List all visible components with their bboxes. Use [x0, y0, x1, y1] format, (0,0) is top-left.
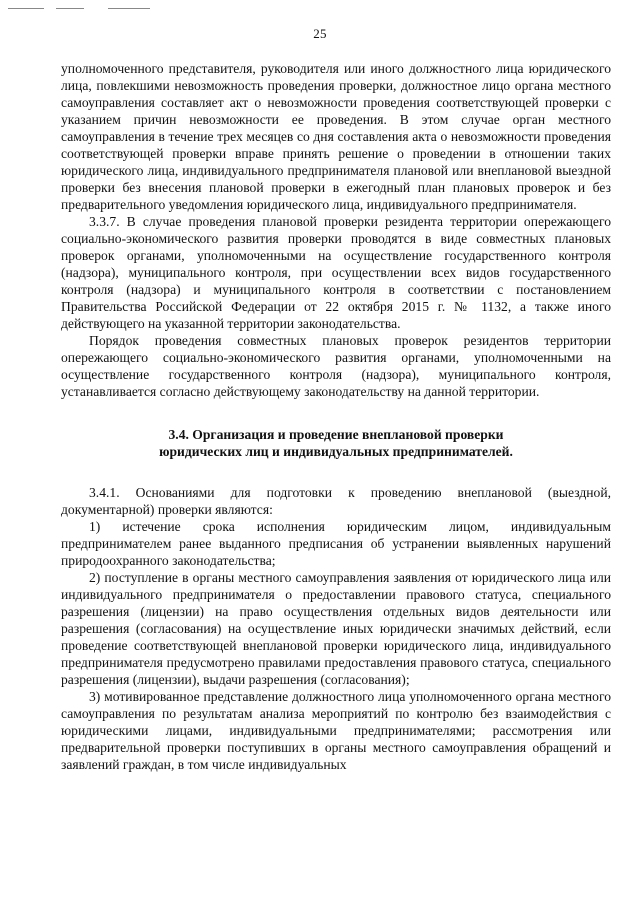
paragraph-joint-inspections-procedure: Порядок проведения совместных плановых проверок резидентов территории опережающего социально-экономического развития органами, уполномоченными на осуществление государственного контроля (надзора), муниципального контроля, устанавливается согласно действующему законодательству на данной территории. [61, 333, 611, 399]
paragraph-continuation: уполномоченного представителя, руководителя или иного должностного лица юридического лица, повлекшими невозможность проведения проверки, должностное лицо органа местного самоуправления составляет акт о невозможности проведения соответствующей проверки с указанием причин невозможности ее проведения. В этом случае орган местного самоуправления в течение трех месяцев со дня составления акта о невозможности проведения соответствующей проверки вправе принять решение о проведении в отношении таких юридического лица, индивидуального предпринимателя плановой или внеплановой выездной проверки без внесения плановой проверки в ежегодный план плановых проверок и без предварительного уведомления юридического лица, индивидуального предпринимателя. [61, 61, 611, 212]
page-number: 25 [313, 26, 327, 41]
paragraph-3-3-7: 3.3.7. В случае проведения плановой проверки резидента территории опережающего социально-экономического развития проверки проводятся в виде совместных плановых проверок органами, уполномоченными на осуществление государственного контроля (надзора), муниципального контроля, при осуществлении всех видов государственного контроля (надзора) и муниципального контроля в соответствии с постановлением Правительства Российской Федерации от 22 октября 2015 г. № 1132, а также иного действующего на указанной территории законодательства. [61, 214, 611, 331]
paragraph-3-4-1: 3.4.1. Основаниями для подготовки к проведению внеплановой (выездной, документарной) проверки являются: [61, 485, 611, 517]
list-item-1: 1) истечение срока исполнения юридическим лицом, индивидуальным предпринимателем ранее выданного предписания об устранении выявленных нарушений природоохранного законодательства; [61, 519, 611, 568]
document-body [61, 60, 611, 773]
list-item-3: 3) мотивированное представление должностного лица уполномоченного органа местного самоуправления по результатам анализа мероприятий по контролю без взаимодействия с юридическими лицами, индивидуальными предпринимателями; рассмотрения или предварительной проверки поступивших в органы местного самоуправления обращений и заявлений граждан, в том числе индивидуальных [61, 689, 611, 772]
section-heading-line-2: юридических лиц и индивидуальных предпринимателей. [159, 444, 513, 459]
section-heading-line-1: 3.4. Организация и проведение внеплановой проверки [168, 427, 504, 442]
section-heading-3-4 [61, 426, 611, 460]
scan-artifact-marks [8, 6, 158, 12]
list-item-2: 2) поступление в органы местного самоуправления заявления от юридического лица или индивидуального предпринимателя о предоставлении правового статуса, специального разрешения (лицензии) на право осуществления отдельных видов деятельности или разрешения (согласования) на осуществление иных юридически значимых действий, если проведение соответствующей внеплановой проверки юридического лица, индивидуального предпринимателя предусмотрено правилами предоставления правового статуса, специального разрешения (лицензии), выдачи разрешения (согласования); [61, 570, 611, 687]
